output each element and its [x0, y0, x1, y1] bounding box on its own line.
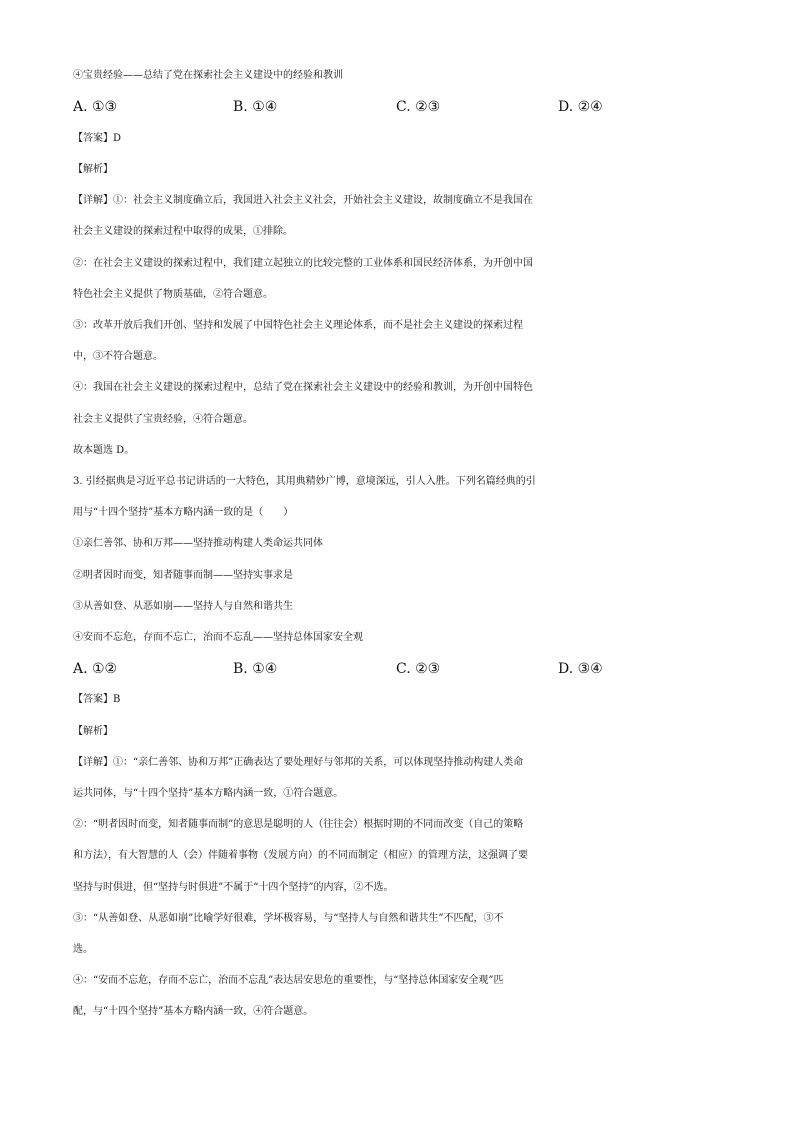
question-item-3: ③从善如登、从恶如崩——坚持人与自然和谐共生 — [73, 601, 293, 612]
detail-line: 选。 — [73, 944, 93, 955]
detail-line: 【详解】①：“亲仁善邻、协和万邦”正确表达了要处理好与邻邦的关系，可以体现坚持推动构建人类命 — [73, 757, 524, 768]
option-a: A. ①③ — [73, 99, 118, 115]
detail-line: ④：“安而不忘危，存而不忘亡，治而不忘乱”表达居安思危的重要性，与“坚持总体国家安全观”匹 — [73, 975, 504, 986]
detail-line: 【详解】①：社会主义制度确立后，我国进入社会主义社会，开始社会主义建设，故制度确立不是我国在 — [73, 195, 533, 206]
detail-line: 坚持与时俱进，但“坚持与时俱进”不属于“十四个坚持”的内容，②不选。 — [73, 882, 394, 893]
detail-line: 特色社会主义提供了物质基础，②符合题意。 — [73, 289, 273, 300]
detail-line: 社会主义提供了宝贵经验，④符合题意。 — [73, 414, 253, 425]
question-3-stem: 3. 引经据典是习近平总书记讲话的一大特色，其用典精妙广博，意境深远，引人入胜。下列名篇经典的引 — [73, 476, 536, 487]
detail-line: ②：在社会主义建设的探索过程中，我们建立起独立的比较完整的工业体系和国民经济体系，为开创中国 — [73, 258, 533, 269]
detail-line: ③：改革开放后我们开创、坚持和发展了中国特色社会主义理论体系，而不是社会主义建设的探索过程 — [73, 320, 523, 331]
detail-line: ④：我国在社会主义建设的探索过程中，总结了党在探索社会主义建设中的经验和教训，为开创中国特色 — [73, 382, 533, 393]
question-item-4: ④宝贵经验——总结了党在探索社会主义建设中的经验和教训 — [73, 70, 343, 81]
question-item-2: ②明者因时而变，知者随事而制——坚持实事求是 — [73, 570, 293, 581]
question-item-1: ①亲仁善邻、协和万邦——坚持推动构建人类命运共同体 — [73, 538, 323, 549]
detail-line: 社会主义建设的探索过程中取得的成果，①排除。 — [73, 226, 293, 237]
detail-line: 中，③不符合题意。 — [73, 351, 163, 362]
detail-line: 运共同体，与“十四个坚持”基本方略内涵一致，①符合题意。 — [73, 788, 344, 799]
option-c: C. ②③ — [396, 661, 441, 677]
option-b: B. ①④ — [233, 99, 278, 115]
question-3-stem: 用与“十四个坚持”基本方略内涵一致的是（ ） — [73, 507, 294, 518]
answer-label: 【答案】D — [73, 133, 122, 144]
option-d: D. ③④ — [558, 661, 603, 677]
option-d: D. ②④ — [558, 99, 603, 115]
analysis-label: 【解析】 — [73, 164, 113, 175]
detail-line: ②：“明者因时而变，知者随事而制”的意思是聪明的人（往往会）根据时期的不同而改变（自己的策略 — [73, 819, 524, 830]
analysis-label: 【解析】 — [73, 726, 113, 737]
option-c: C. ②③ — [396, 99, 441, 115]
detail-line: 配，与“十四个坚持”基本方略内涵一致，④符合题意。 — [73, 1006, 314, 1017]
conclusion-line: 故本题选 D。 — [73, 445, 135, 456]
detail-line: ③：“从善如登、从恶如崩”比喻学好很难，学坏极容易，与“坚持人与自然和谐共生”不匹配，③不 — [73, 913, 504, 924]
answer-label: 【答案】B — [73, 694, 121, 705]
option-a: A. ①② — [73, 661, 118, 677]
option-b: B. ①④ — [233, 661, 278, 677]
question-item-4: ④安而不忘危，存而不忘亡，治而不忘乱——坚持总体国家安全观 — [73, 632, 363, 643]
detail-line: 和方法），有大智慧的人（会）伴随着事物（发展方向）的不同而制定（相应）的管理方法，这强调了要 — [73, 850, 528, 861]
